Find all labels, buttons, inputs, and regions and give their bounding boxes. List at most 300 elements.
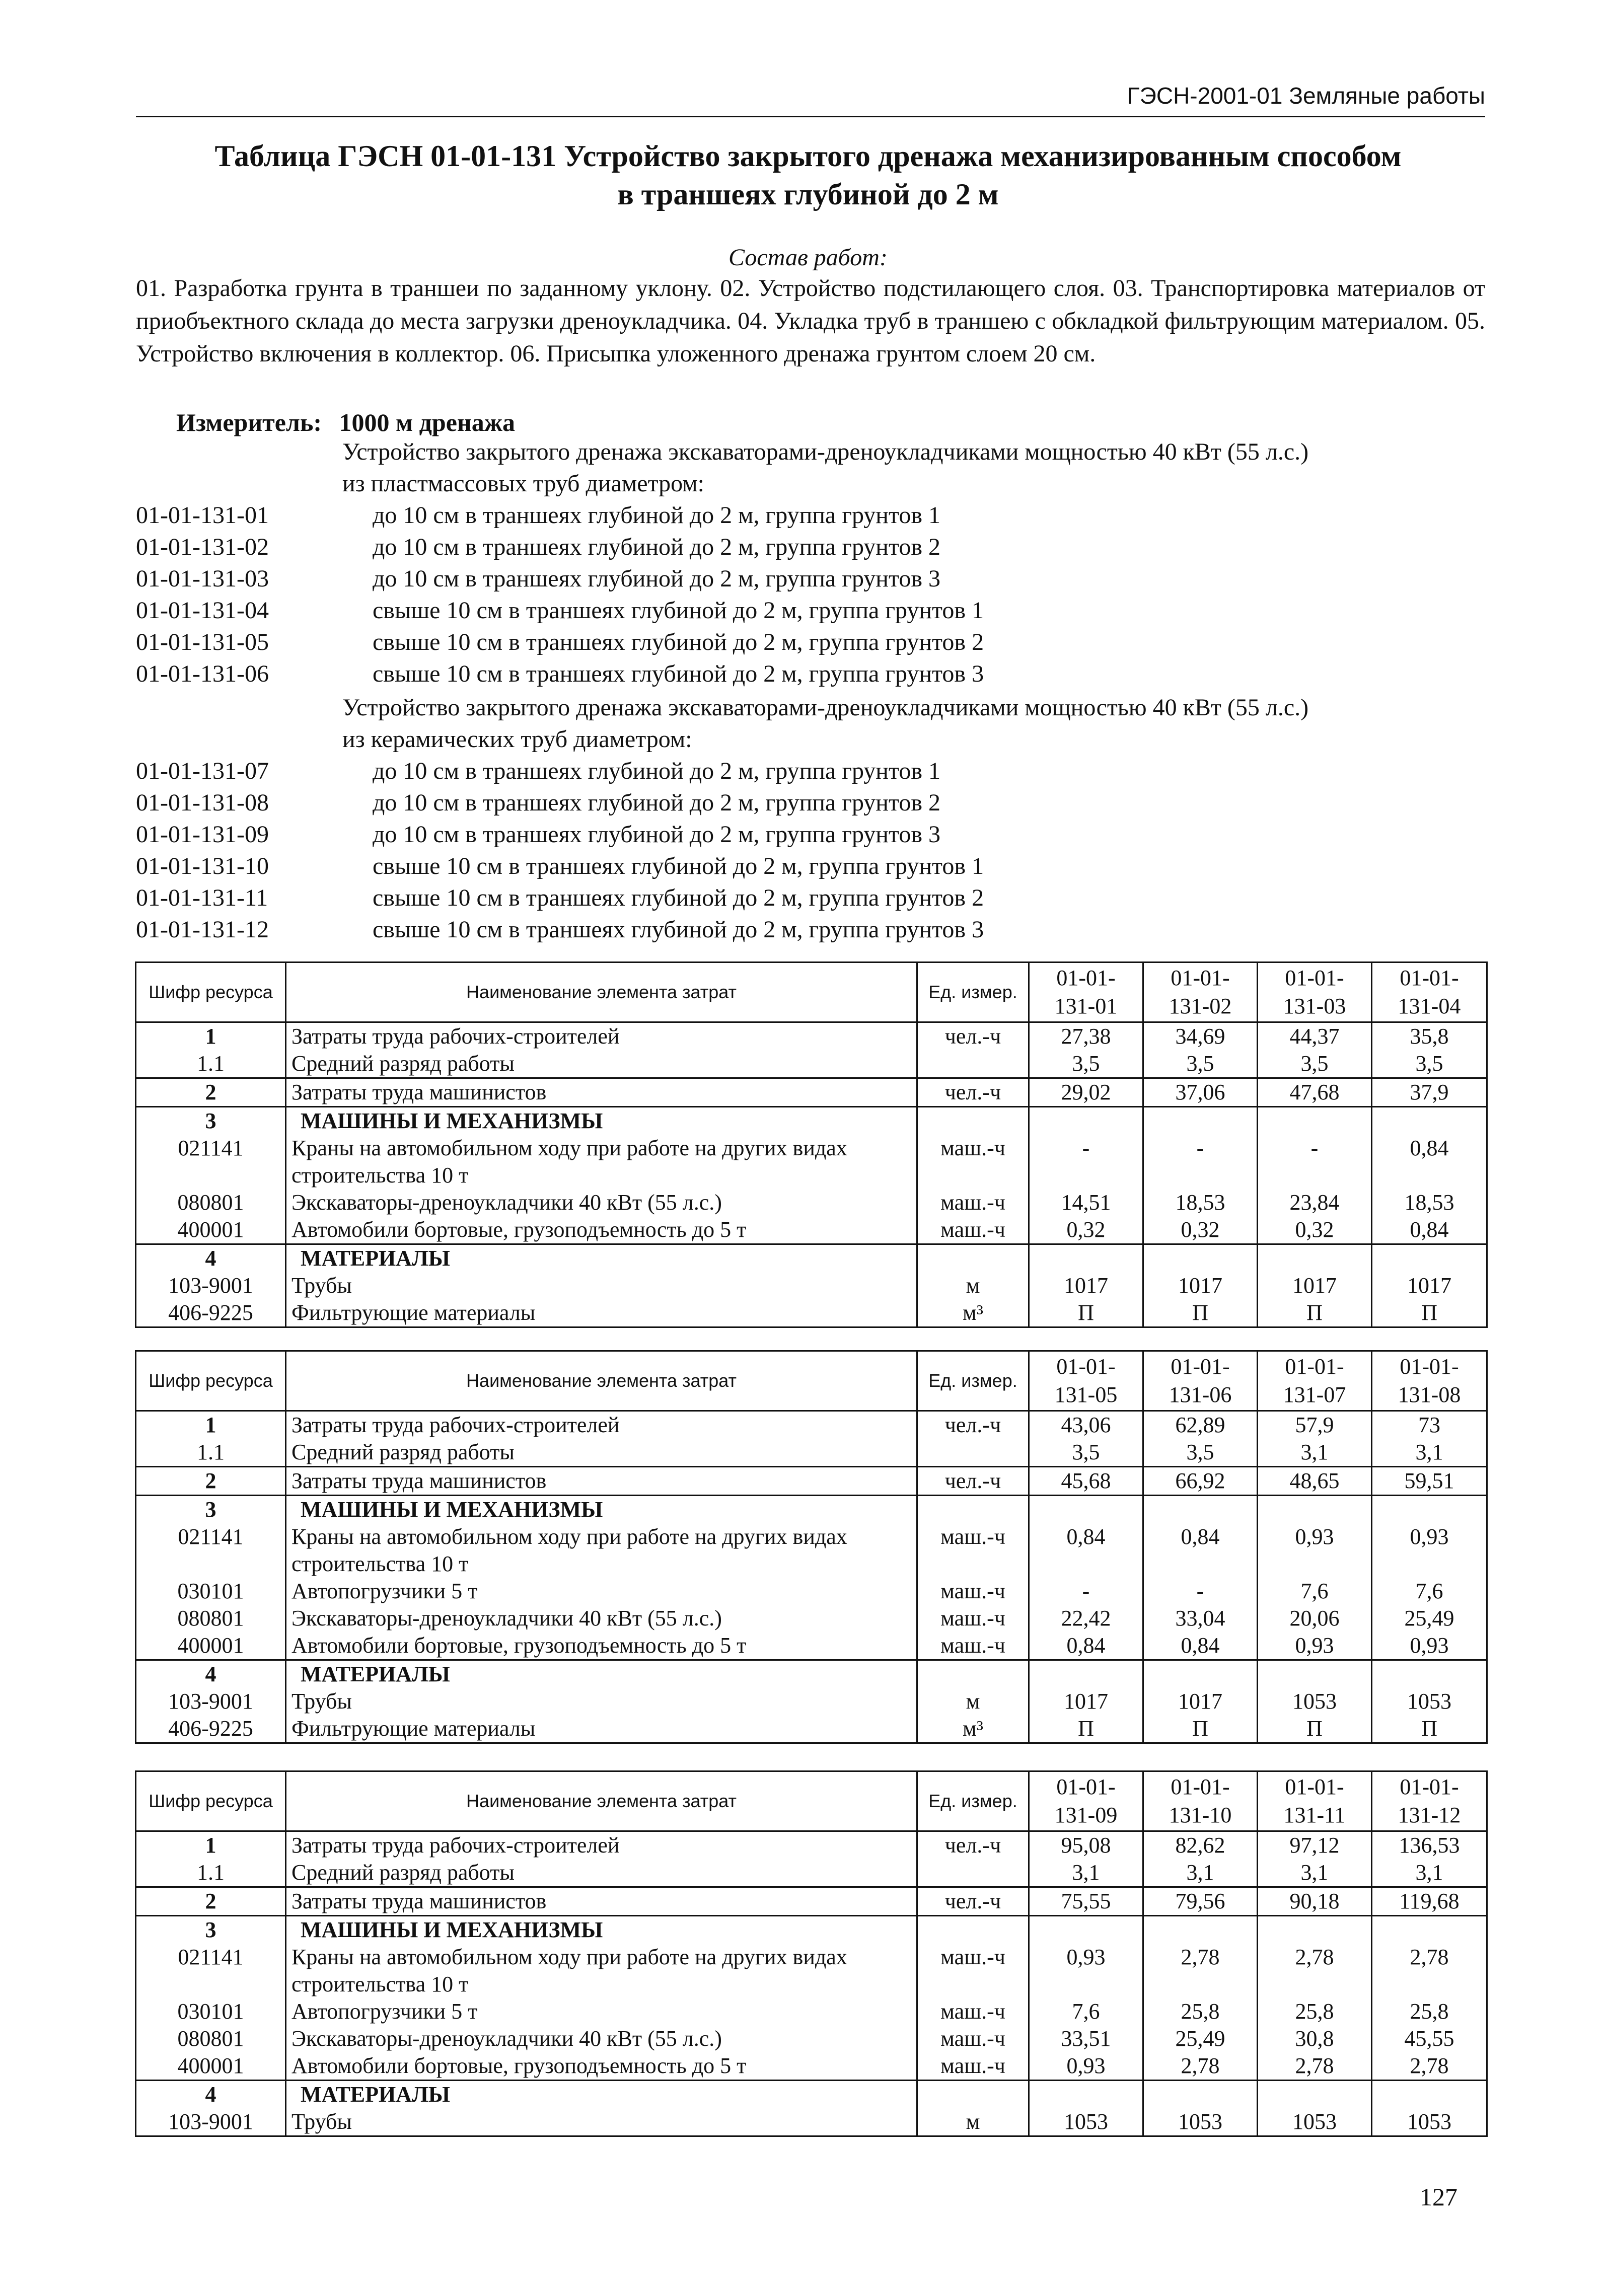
header-norm-code	[1143, 1771, 1258, 1831]
resource-name: Автомобили бортовые, грузоподъемность до 5 т	[286, 1216, 917, 1244]
resource-code: 080801	[136, 1189, 286, 1216]
resource-value: 18,53	[1143, 1189, 1258, 1216]
table-row	[136, 1831, 1487, 1860]
resource-unit: маш.-ч	[917, 2052, 1029, 2081]
resource-value: -	[1143, 1135, 1258, 1162]
norm-list-item	[136, 852, 984, 880]
resource-value	[1258, 2081, 1372, 2109]
resource-value: П	[1143, 1299, 1258, 1327]
resource-value: П	[1372, 1715, 1487, 1743]
resource-value: 22,42	[1029, 1605, 1143, 1632]
header-norm-code-line-2: 131-06	[1169, 1382, 1232, 1407]
resource-value	[1029, 1244, 1143, 1273]
resource-value: 2,78	[1143, 1944, 1258, 1971]
table-row	[136, 1244, 1487, 1273]
resource-value	[1372, 1916, 1487, 1944]
resource-value: 43,06	[1029, 1411, 1143, 1439]
resource-value	[1143, 1971, 1258, 1998]
norm-description: до 10 см в траншеях глубиной до 2 м, группа грунтов 2	[373, 534, 940, 560]
header-code: Шифр ресурса	[136, 1351, 286, 1411]
resource-code	[136, 1971, 286, 1998]
resource-value	[1143, 1162, 1258, 1189]
resource-value: 0,32	[1258, 1216, 1372, 1244]
resource-name: МАШИНЫ И МЕХАНИЗМЫ	[286, 1107, 917, 1135]
header-norm-code-line-1: 01-01-	[1171, 966, 1230, 990]
resource-code: 3	[136, 1107, 286, 1135]
resource-value: 2,78	[1258, 1944, 1372, 1971]
resource-value: 1053	[1372, 1688, 1487, 1715]
header-norm-code-line-2: 131-01	[1054, 994, 1118, 1018]
header-name: Наименование элемента затрат	[286, 962, 917, 1022]
norm-list-item	[136, 597, 984, 624]
resource-table-3	[135, 1770, 1488, 2137]
resource-value: 119,68	[1372, 1887, 1487, 1916]
table-row	[136, 1578, 1487, 1605]
resource-value	[1029, 1971, 1143, 1998]
resource-value: -	[1143, 1578, 1258, 1605]
resource-value: 29,02	[1029, 1078, 1143, 1107]
header-norm-code-line-2: 131-11	[1283, 1803, 1346, 1827]
header-norm-code-line-2: 131-10	[1169, 1803, 1232, 1827]
resource-name: Фильтрующие материалы	[286, 1715, 917, 1743]
table-row	[136, 1496, 1487, 1524]
resource-name: Фильтрующие материалы	[286, 1299, 917, 1327]
table-row	[136, 1859, 1487, 1887]
table-row	[136, 1523, 1487, 1550]
header-norm-code-line-1: 01-01-	[1400, 966, 1459, 990]
title-line-1: Таблица ГЭСН 01-01-131 Устройство закрытого дренажа механизированным способом	[214, 139, 1402, 173]
norm-description: до 10 см в траншеях глубиной до 2 м, группа грунтов 1	[373, 502, 940, 529]
resource-value: 0,84	[1143, 1523, 1258, 1550]
header-unit: Ед. измер.	[917, 1351, 1029, 1411]
norm-list-item	[136, 757, 940, 785]
resource-value: 1053	[1258, 2108, 1372, 2136]
header-norm-code-line-1: 01-01-	[1400, 1774, 1459, 1799]
header-norm-code-line-2: 131-08	[1398, 1382, 1461, 1407]
measure-label: Измеритель:	[176, 408, 322, 436]
resource-unit	[917, 1971, 1029, 1998]
resource-name: Краны на автомобильном ходу при работе на других видах	[286, 1523, 917, 1550]
resource-name: Затраты труда машинистов	[286, 1887, 917, 1916]
resource-value: 20,06	[1258, 1605, 1372, 1632]
header-norm-code-line-2: 131-12	[1398, 1803, 1461, 1827]
resource-value: 3,5	[1029, 1050, 1143, 1078]
norm-description: свыше 10 см в траншеях глубиной до 2 м, группа грунтов 3	[373, 660, 984, 687]
header-norm-code-line-2: 131-04	[1398, 994, 1461, 1018]
resource-unit: маш.-ч	[917, 2025, 1029, 2052]
resource-unit	[917, 1916, 1029, 1944]
resource-unit: чел.-ч	[917, 1022, 1029, 1051]
norm-code: 01-01-131-05	[136, 629, 269, 655]
resource-value: 3,1	[1372, 1859, 1487, 1887]
composition-text: 01. Разработка грунта в траншеи по заданному уклону. 02. Устройство подстилающего слоя. 03. Транспортировка материалов от приобъектного склада до места загрузки дреноукладчика. 04. Укладка труб в траншею с обкладкой фильтрующим материалом. 05. Устройство включения в коллектор. 06. Присыпка уложенного дренажа грунтом слоем 20 см.	[136, 275, 1485, 367]
resource-unit: маш.-ч	[917, 1632, 1029, 1660]
group-2-intro-1: Устройство закрытого дренажа экскаваторами-дреноукладчиками мощностью 40 кВт (55 л.с.)	[342, 694, 1309, 721]
resource-unit: м	[917, 1688, 1029, 1715]
resource-value: П	[1029, 1715, 1143, 1743]
resource-code: 400001	[136, 2052, 286, 2081]
resource-name: строительства 10 т	[286, 1162, 917, 1189]
table-row	[136, 2052, 1487, 2081]
table-row	[136, 1439, 1487, 1467]
table-row	[136, 1411, 1487, 1439]
norm-code: 01-01-131-12	[136, 916, 269, 943]
resource-value: 1017	[1372, 1272, 1487, 1299]
resource-value: -	[1029, 1135, 1143, 1162]
table-row	[136, 1107, 1487, 1135]
norm-code: 01-01-131-07	[136, 758, 269, 784]
table-row	[136, 1135, 1487, 1162]
norm-description: свыше 10 см в траншеях глубиной до 2 м, группа грунтов 1	[373, 597, 984, 624]
resource-unit	[917, 1162, 1029, 1189]
measure-line	[176, 408, 515, 437]
resource-unit: маш.-ч	[917, 1605, 1029, 1632]
resource-value: 0,84	[1029, 1523, 1143, 1550]
resource-code: 406-9225	[136, 1299, 286, 1327]
resource-unit: маш.-ч	[917, 1578, 1029, 1605]
resource-value: -	[1029, 1578, 1143, 1605]
resource-code: 080801	[136, 1605, 286, 1632]
header-norm-code-line-2: 131-05	[1054, 1382, 1118, 1407]
resource-value: 79,56	[1143, 1887, 1258, 1916]
resource-name: строительства 10 т	[286, 1550, 917, 1578]
resource-value: 33,51	[1029, 2025, 1143, 2052]
resource-table-1	[135, 961, 1488, 1328]
resource-code: 1	[136, 1411, 286, 1439]
norm-list-item	[136, 660, 984, 688]
header-norm-code	[1029, 962, 1143, 1022]
table-row	[136, 1272, 1487, 1299]
header-norm-code-line-1: 01-01-	[1285, 966, 1344, 990]
norm-code: 01-01-131-10	[136, 853, 269, 879]
resource-unit	[917, 1550, 1029, 1578]
resource-value: 37,9	[1372, 1078, 1487, 1107]
resource-value: 90,18	[1258, 1887, 1372, 1916]
resource-value	[1372, 2081, 1487, 2109]
header-norm-code	[1143, 962, 1258, 1022]
resource-value: 59,51	[1372, 1467, 1487, 1496]
resource-name: Краны на автомобильном ходу при работе на других видах	[286, 1135, 917, 1162]
resource-value: 2,78	[1258, 2052, 1372, 2081]
resource-unit: м	[917, 1272, 1029, 1299]
resource-value	[1143, 1244, 1258, 1273]
resource-value: 27,38	[1029, 1022, 1143, 1051]
table-row	[136, 1189, 1487, 1216]
resource-value: 1017	[1143, 1688, 1258, 1715]
resource-value	[1029, 1916, 1143, 1944]
resource-code: 103-9001	[136, 2108, 286, 2136]
resource-value	[1258, 1660, 1372, 1688]
resource-value: 1017	[1143, 1272, 1258, 1299]
resource-value: 1017	[1258, 1272, 1372, 1299]
resource-name: Автомобили бортовые, грузоподъемность до 5 т	[286, 1632, 917, 1660]
resource-name: Экскаваторы-дреноукладчики 40 кВт (55 л.с.)	[286, 1605, 917, 1632]
resource-value: 0,93	[1372, 1632, 1487, 1660]
resource-code	[136, 1550, 286, 1578]
norm-code: 01-01-131-11	[136, 884, 268, 911]
resource-name: МАШИНЫ И МЕХАНИЗМЫ	[286, 1496, 917, 1524]
resource-name: Экскаваторы-дреноукладчики 40 кВт (55 л.с.)	[286, 2025, 917, 2052]
resource-code: 2	[136, 1078, 286, 1107]
header-norm-code	[1143, 1351, 1258, 1411]
resource-value	[1258, 1971, 1372, 1998]
resource-unit	[917, 1107, 1029, 1135]
resource-code: 4	[136, 1244, 286, 1273]
header-norm-code	[1029, 1771, 1143, 1831]
resource-value: 73	[1372, 1411, 1487, 1439]
table-row	[136, 1660, 1487, 1688]
resource-value: 3,1	[1372, 1439, 1487, 1467]
resource-unit: чел.-ч	[917, 1887, 1029, 1916]
resource-value	[1143, 1107, 1258, 1135]
running-title: ГЭСН-2001-01 Земляные работы	[1127, 83, 1485, 109]
resource-value: 1053	[1143, 2108, 1258, 2136]
resource-code: 400001	[136, 1632, 286, 1660]
resource-code: 103-9001	[136, 1688, 286, 1715]
resource-value: 0,93	[1029, 1944, 1143, 1971]
resource-code: 080801	[136, 2025, 286, 2052]
resource-name: Средний разряд работы	[286, 1439, 917, 1467]
table-row	[136, 2081, 1487, 2109]
header-norm-code-line-2: 131-03	[1283, 994, 1346, 1018]
table-row	[136, 1299, 1487, 1327]
table-row	[136, 1944, 1487, 1971]
table-row	[136, 1715, 1487, 1743]
resource-value: 30,8	[1258, 2025, 1372, 2052]
resource-name: Экскаваторы-дреноукладчики 40 кВт (55 л.с.)	[286, 1189, 917, 1216]
norm-code: 01-01-131-09	[136, 821, 269, 848]
table-header-row	[136, 1351, 1487, 1411]
resource-value: 1017	[1029, 1688, 1143, 1715]
table-row	[136, 2108, 1487, 2136]
resource-value: 0,93	[1258, 1632, 1372, 1660]
resource-value: 0,93	[1258, 1523, 1372, 1550]
resource-value: 1053	[1029, 2108, 1143, 2136]
resource-value: 34,69	[1143, 1022, 1258, 1051]
table-row	[136, 1632, 1487, 1660]
table-header-row	[136, 1771, 1487, 1831]
resource-value: 35,8	[1372, 1022, 1487, 1051]
header-norm-code-line-1: 01-01-	[1171, 1774, 1230, 1799]
header-norm-code	[1372, 962, 1487, 1022]
resource-unit: чел.-ч	[917, 1467, 1029, 1496]
header-norm-code-line-2: 131-07	[1283, 1382, 1346, 1407]
resource-code: 030101	[136, 1998, 286, 2025]
header-norm-code	[1372, 1771, 1487, 1831]
table-row	[136, 1998, 1487, 2025]
resource-value	[1258, 1162, 1372, 1189]
resource-value: 62,89	[1143, 1411, 1258, 1439]
resource-code: 1.1	[136, 1439, 286, 1467]
resource-table-2	[135, 1350, 1488, 1744]
table-row	[136, 1550, 1487, 1578]
header-unit: Ед. измер.	[917, 962, 1029, 1022]
resource-value: 75,55	[1029, 1887, 1143, 1916]
resource-unit	[917, 1244, 1029, 1273]
group-2-intro-2: из керамических труб диаметром:	[342, 726, 692, 753]
resource-value: 0,84	[1372, 1135, 1487, 1162]
resource-value: 25,8	[1143, 1998, 1258, 2025]
resource-code: 021141	[136, 1135, 286, 1162]
header-norm-code-line-1: 01-01-	[1400, 1354, 1459, 1379]
resource-value: 57,9	[1258, 1411, 1372, 1439]
resource-name: Автопогрузчики 5 т	[286, 1578, 917, 1605]
resource-value: 2,78	[1372, 2052, 1487, 2081]
resource-code: 3	[136, 1496, 286, 1524]
resource-value	[1372, 1660, 1487, 1688]
header-norm-code	[1029, 1351, 1143, 1411]
header-code: Шифр ресурса	[136, 962, 286, 1022]
resource-code	[136, 1162, 286, 1189]
resource-unit	[917, 1859, 1029, 1887]
resource-value: 3,1	[1258, 1859, 1372, 1887]
group-1-intro-1: Устройство закрытого дренажа экскаваторами-дреноукладчиками мощностью 40 кВт (55 л.с.)	[342, 438, 1309, 465]
table-row	[136, 1216, 1487, 1244]
resource-code: 030101	[136, 1578, 286, 1605]
header-norm-code	[1258, 1351, 1372, 1411]
resource-unit	[917, 1439, 1029, 1467]
resource-unit: м	[917, 2108, 1029, 2136]
resource-name: Средний разряд работы	[286, 1050, 917, 1078]
resource-value	[1258, 1496, 1372, 1524]
norm-description: до 10 см в траншеях глубиной до 2 м, группа грунтов 3	[373, 821, 940, 848]
title-line-2: в траншеях глубиной до 2 м	[617, 178, 999, 211]
resource-name: Затраты труда машинистов	[286, 1078, 917, 1107]
header-name: Наименование элемента затрат	[286, 1771, 917, 1831]
resource-value: -	[1258, 1135, 1372, 1162]
norm-code: 01-01-131-01	[136, 502, 269, 529]
table-row	[136, 1916, 1487, 1944]
resource-value: 97,12	[1258, 1831, 1372, 1860]
header-norm-code-line-2: 131-02	[1169, 994, 1232, 1018]
resource-name: Трубы	[286, 1272, 917, 1299]
resource-unit	[917, 1496, 1029, 1524]
table-row	[136, 1022, 1487, 1051]
resource-value: 25,49	[1372, 1605, 1487, 1632]
table-row	[136, 1605, 1487, 1632]
table-row	[136, 1887, 1487, 1916]
resource-value: 95,08	[1029, 1831, 1143, 1860]
table-row	[136, 1467, 1487, 1496]
resource-unit: маш.-ч	[917, 1135, 1029, 1162]
resource-code: 400001	[136, 1216, 286, 1244]
resource-code: 1.1	[136, 1050, 286, 1078]
resource-value: 0,32	[1143, 1216, 1258, 1244]
resource-value	[1029, 1107, 1143, 1135]
resource-value: 33,04	[1143, 1605, 1258, 1632]
resource-code: 1	[136, 1022, 286, 1051]
header-norm-code-line-2: 131-09	[1054, 1803, 1118, 1827]
resource-value: 0,84	[1029, 1632, 1143, 1660]
resource-value: 48,65	[1258, 1467, 1372, 1496]
norm-description: до 10 см в траншеях глубиной до 2 м, группа грунтов 1	[373, 758, 940, 784]
header-norm-code-line-1: 01-01-	[1056, 966, 1116, 990]
norm-description: свыше 10 см в траншеях глубиной до 2 м, группа грунтов 3	[373, 916, 984, 943]
resource-value: П	[1258, 1715, 1372, 1743]
norm-code: 01-01-131-08	[136, 789, 269, 816]
resource-name: Затраты труда машинистов	[286, 1467, 917, 1496]
resource-code: 2	[136, 1467, 286, 1496]
resource-value	[1372, 1244, 1487, 1273]
resource-value	[1143, 1916, 1258, 1944]
resource-name: МАТЕРИАЛЫ	[286, 2081, 917, 2109]
table-row	[136, 1162, 1487, 1189]
resource-value	[1372, 1107, 1487, 1135]
norm-code: 01-01-131-02	[136, 534, 269, 560]
resource-name: Краны на автомобильном ходу при работе на других видах	[286, 1944, 917, 1971]
resource-name: строительства 10 т	[286, 1971, 917, 1998]
resource-value	[1372, 1971, 1487, 1998]
resource-code: 2	[136, 1887, 286, 1916]
resource-value: 1053	[1372, 2108, 1487, 2136]
resource-unit: маш.-ч	[917, 1944, 1029, 1971]
resource-value: 3,5	[1143, 1439, 1258, 1467]
resource-value: 14,51	[1029, 1189, 1143, 1216]
resource-value: 37,06	[1143, 1078, 1258, 1107]
resource-name: Автопогрузчики 5 т	[286, 1998, 917, 2025]
resource-name: Автомобили бортовые, грузоподъемность до 5 т	[286, 2052, 917, 2081]
resource-value	[1143, 1550, 1258, 1578]
table-row	[136, 1050, 1487, 1078]
resource-value: 25,49	[1143, 2025, 1258, 2052]
header-norm-code-line-1: 01-01-	[1171, 1354, 1230, 1379]
header-name: Наименование элемента затрат	[286, 1351, 917, 1411]
resource-value: 3,1	[1029, 1859, 1143, 1887]
table-title	[126, 137, 1490, 213]
resource-name: МАТЕРИАЛЫ	[286, 1660, 917, 1688]
norm-code: 01-01-131-04	[136, 597, 269, 624]
resource-unit: м³	[917, 1299, 1029, 1327]
resource-code: 4	[136, 1660, 286, 1688]
table-header-row	[136, 962, 1487, 1022]
resource-unit: маш.-ч	[917, 1523, 1029, 1550]
header-norm-code	[1372, 1351, 1487, 1411]
resource-value: 7,6	[1258, 1578, 1372, 1605]
header-norm-code	[1258, 1771, 1372, 1831]
resource-value: 3,1	[1143, 1859, 1258, 1887]
resource-code: 021141	[136, 1944, 286, 1971]
resource-code: 1	[136, 1831, 286, 1860]
norm-list-item	[136, 789, 940, 817]
norm-list-item	[136, 916, 984, 943]
measure-value: 1000 м дренажа	[339, 408, 515, 436]
resource-value: 7,6	[1372, 1578, 1487, 1605]
resource-unit: маш.-ч	[917, 1189, 1029, 1216]
norm-list-item	[136, 565, 940, 592]
resource-value	[1258, 1550, 1372, 1578]
resource-code: 103-9001	[136, 1272, 286, 1299]
resource-unit	[917, 1660, 1029, 1688]
resource-code: 406-9225	[136, 1715, 286, 1743]
resource-value	[1143, 1660, 1258, 1688]
table-row	[136, 1078, 1487, 1107]
norm-description: свыше 10 см в траншеях глубиной до 2 м, группа грунтов 2	[373, 629, 984, 655]
resource-value: 0,93	[1029, 2052, 1143, 2081]
resource-unit: маш.-ч	[917, 1216, 1029, 1244]
norm-description: свыше 10 см в траншеях глубиной до 2 м, группа грунтов 1	[373, 853, 984, 879]
resource-value: 25,8	[1372, 1998, 1487, 2025]
resource-value: 23,84	[1258, 1189, 1372, 1216]
resource-value: 3,5	[1258, 1050, 1372, 1078]
resource-value: 18,53	[1372, 1189, 1487, 1216]
resource-value: 1017	[1029, 1272, 1143, 1299]
resource-value: 7,6	[1029, 1998, 1143, 2025]
table-row	[136, 1971, 1487, 1998]
norm-description: до 10 см в траншеях глубиной до 2 м, группа грунтов 2	[373, 789, 940, 816]
norm-description: до 10 см в траншеях глубиной до 2 м, группа грунтов 3	[373, 565, 940, 592]
resource-value: 2,78	[1143, 2052, 1258, 2081]
header-unit: Ед. измер.	[917, 1771, 1029, 1831]
